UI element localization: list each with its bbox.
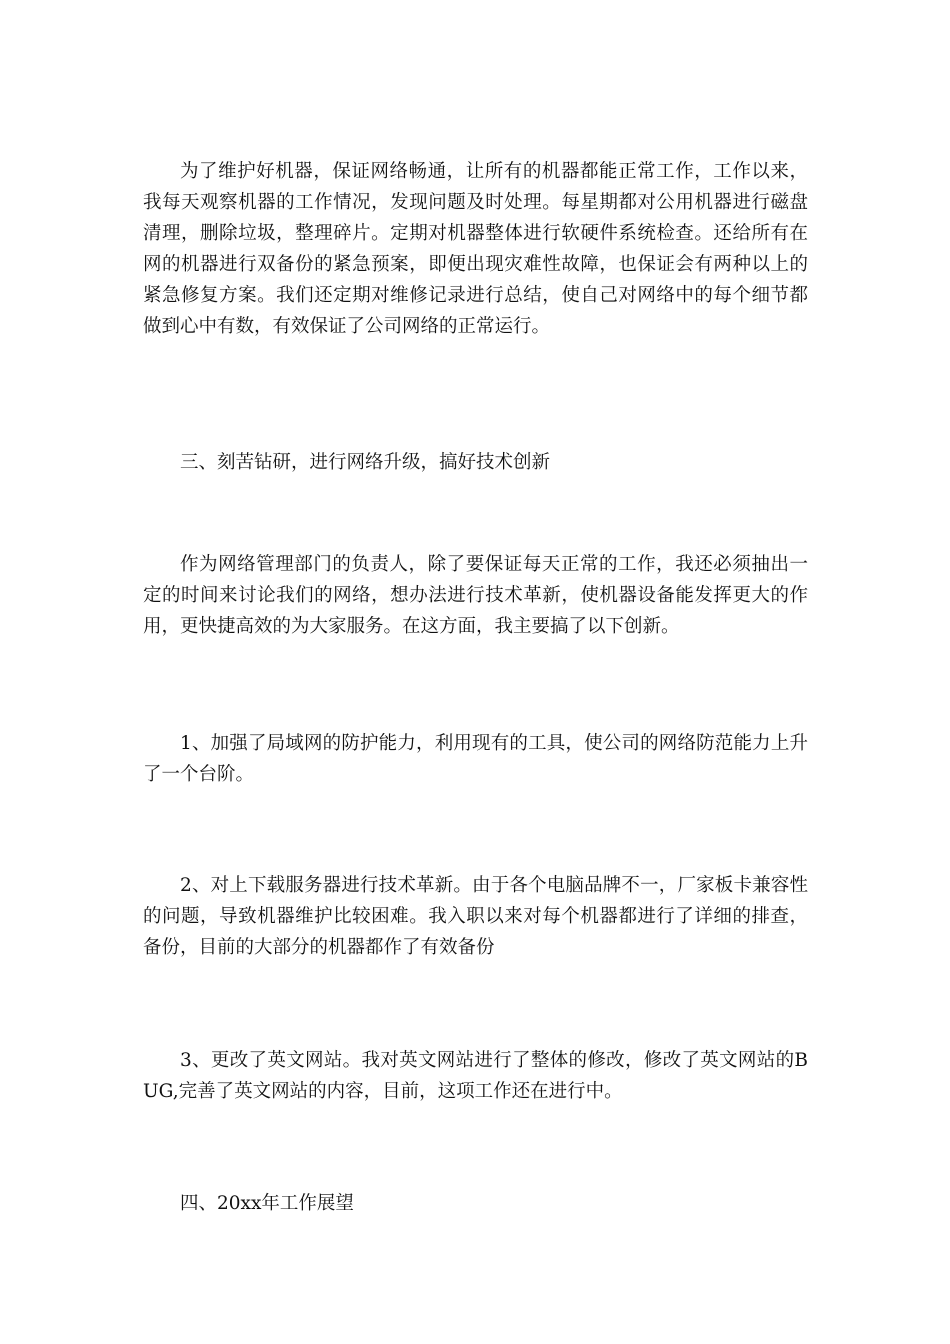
- paragraph-item-two: 2、对上下载服务器进行技术革新。由于各个电脑品牌不一，厂家板卡兼容性的问题，导致机器维护比较困难。我入职以来对每个机器都进行了详细的排查，备份，目前的大部分的机器都作了有效备份: [143, 875, 808, 958]
- paragraph-item-one: 1、加强了局域网的防护能力，利用现有的工具，使公司的网络防范能力上升了一个台阶。: [143, 733, 808, 785]
- paragraph-network-innovation: 作为网络管理部门的负责人，除了要保证每天正常的工作，我还必须抽出一定的时间来讨论我们的网络，想办法进行技术革新，使机器设备能发挥更大的作用，更快捷高效的为大家服务。在这方面，我主要搞了以下创新。: [143, 554, 808, 637]
- section-heading-three: 三、刻苦钻研，进行网络升级，搞好技术创新: [180, 452, 551, 473]
- paragraph-machine-maintenance: 为了维护好机器，保证网络畅通，让所有的机器都能正常工作，工作以来，我每天观察机器的工作情况，发现问题及时处理。每星期都对公用机器进行磁盘清理，删除垃圾，整理碎片。定期对机器整体进行软硬件系统检查。还给所有在网的机器进行双备份的紧急预案，即便出现灾难性故障，也保证会有两种以上的紧急修复方案。我们还定期对维修记录进行总结，使自己对网络中的每个细节都做到心中有数，有效保证了公司网络的正常运行。: [143, 161, 808, 337]
- section-heading-four: 四、20xx年工作展望: [180, 1193, 354, 1214]
- paragraph-item-three: 3、更改了英文网站。我对英文网站进行了整体的修改，修改了英文网站的BUG,完善了英文网站的内容，目前，这项工作还在进行中。: [143, 1050, 808, 1102]
